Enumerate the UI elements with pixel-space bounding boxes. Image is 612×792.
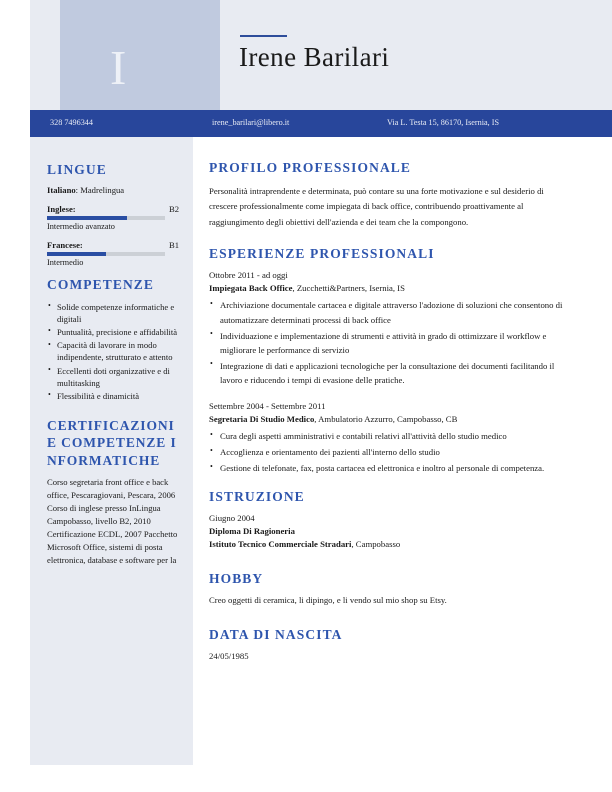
- monogram-block: [60, 0, 220, 110]
- list-item: • Capacità di lavorare in modo indipendente, strutturato e attento: [47, 339, 179, 363]
- language-bar-track-francese: [47, 252, 165, 256]
- job-employer: , Ambulatorio Azzurro, Campobasso, CB: [314, 414, 458, 425]
- language-inglese: [47, 204, 179, 214]
- section-heading-profile: PROFILO PROFESSIONALE: [209, 160, 412, 175]
- job-employer: , Zucchetti&Partners, Isernia, IS: [292, 283, 405, 294]
- job-duties-list: [209, 298, 571, 387]
- education-date: Giugno 2004: [209, 513, 255, 524]
- job-duties-list: [209, 429, 571, 475]
- section-heading-hobby: HOBBY: [209, 571, 264, 587]
- page-title: Irene Barilari: [239, 42, 390, 72]
- name-accent-rule: [240, 35, 287, 37]
- list-item: • Individuazione e implementazione di strumenti e attività in grado di ottimizzare il workflow e migliorare le performance di servizio: [209, 329, 571, 357]
- job-date: Settembre 2004 - Settembre 2011: [209, 401, 326, 412]
- section-heading-skills: COMPETENZE: [47, 277, 155, 293]
- sidebar: [30, 137, 193, 765]
- list-item: • Puntualità, precisione e affidabilità: [47, 326, 179, 338]
- language-description-francese: Intermedio: [47, 258, 84, 268]
- language-bar-track-inglese: [47, 216, 165, 220]
- education-school-name: Istituto Tecnico Commerciale Stradari: [209, 539, 352, 550]
- language-name: Italiano: [47, 185, 76, 196]
- language-native-label: Madrelingua: [80, 185, 125, 196]
- monogram-initial: I: [110, 40, 127, 95]
- contact-email: irene_barilari@libero.it: [212, 118, 290, 127]
- language-name: Inglese:: [47, 204, 76, 215]
- job-role: Segretaria Di Studio Medico: [209, 414, 315, 425]
- language-italiano: [47, 185, 179, 195]
- language-separator: :: [75, 185, 79, 196]
- list-item: • Solide competenze informatiche e digitali: [47, 301, 179, 325]
- contact-phone: 328 7496344: [50, 118, 93, 127]
- education-degree-text: Diploma Di Ragioneria: [209, 526, 295, 537]
- job-title: [209, 414, 571, 424]
- skills-list: [47, 301, 179, 403]
- contact-address: Via L. Testa 15, 86170, Isernia, IS: [387, 118, 500, 127]
- section-heading-languages: LINGUE: [47, 162, 107, 177]
- language-francese: [47, 240, 179, 250]
- language-bar-fill: [47, 252, 106, 256]
- list-item: • Gestione di telefonate, fax, posta cartacea ed elettronica e inoltro al personale di competenza.: [209, 461, 571, 475]
- education-school: [209, 539, 571, 549]
- list-item: • Cura degli aspetti amministrativi e contabili relativi all'attività dello studio medico: [209, 429, 571, 443]
- section-heading-birth: DATA DI NASCITA: [209, 627, 343, 643]
- certifications-text: Corso segretaria front office e back office, Pescaragiovani, Pescara, 2006 Corso di inglese presso InLingua Campobasso, livello B2, 2010 Certificazione ECDL, 2007 Pacchetto Microsoft Office, sistemi di posta elettronica, database e software per la: [47, 476, 178, 566]
- language-level: B1: [168, 240, 179, 251]
- list-item: • Eccellenti doti organizzative e di multitasking: [47, 365, 179, 389]
- section-heading-certifications: CERTIFICAZIONI E COMPETENZE INFORMATICHE: [47, 418, 177, 468]
- education-degree: [209, 526, 571, 536]
- job-role: Impiegata Back Office: [209, 283, 293, 294]
- education-school-city: , Campobasso: [351, 539, 401, 550]
- experience-entry: [209, 401, 571, 475]
- list-item: • Flessibilità e dinamicità: [47, 390, 179, 402]
- list-item: • Integrazione di dati e applicazioni tecnologiche per la consultazione dei documenti facilitando il lavoro e riducendo i tempi di evasione delle pratiche.: [209, 359, 571, 387]
- language-bar-fill: [47, 216, 127, 220]
- list-item: • Accoglienza e orientamento dei pazienti all'interno dello studio: [209, 445, 571, 459]
- language-level: B2: [168, 204, 179, 215]
- section-heading-education: ISTRUZIONE: [209, 489, 305, 505]
- section-heading-experience: ESPERIENZE PROFESSIONALI: [209, 246, 435, 262]
- contact-bar: [30, 110, 612, 137]
- profile-text: Personalità intraprendente e determinata, può contare su una forte motivazione e sul desiderio di crescere professionalmente come impiegata di back office, contribuendo proattivamente al raggiungimento degli obiettivi dell'azienda e dei team che la compongono.: [209, 186, 544, 227]
- hobby-text: Creo oggetti di ceramica, li dipingo, e li vendo sul mio shop su Etsy.: [209, 595, 447, 606]
- birth-date: 24/05/1985: [209, 651, 249, 662]
- job-title: [209, 283, 571, 293]
- job-date: Ottobre 2011 - ad oggi: [209, 270, 288, 281]
- language-description-inglese: Intermedio avanzato: [47, 222, 115, 232]
- language-name: Francese:: [47, 240, 83, 251]
- experience-entry: [209, 270, 571, 387]
- main-content: [209, 160, 571, 661]
- header-band: [30, 0, 612, 110]
- list-item: • Archiviazione documentale cartacea e digitale attraverso l'adozione di soluzioni che consentono di automatizzare determinati processi di back office: [209, 298, 571, 326]
